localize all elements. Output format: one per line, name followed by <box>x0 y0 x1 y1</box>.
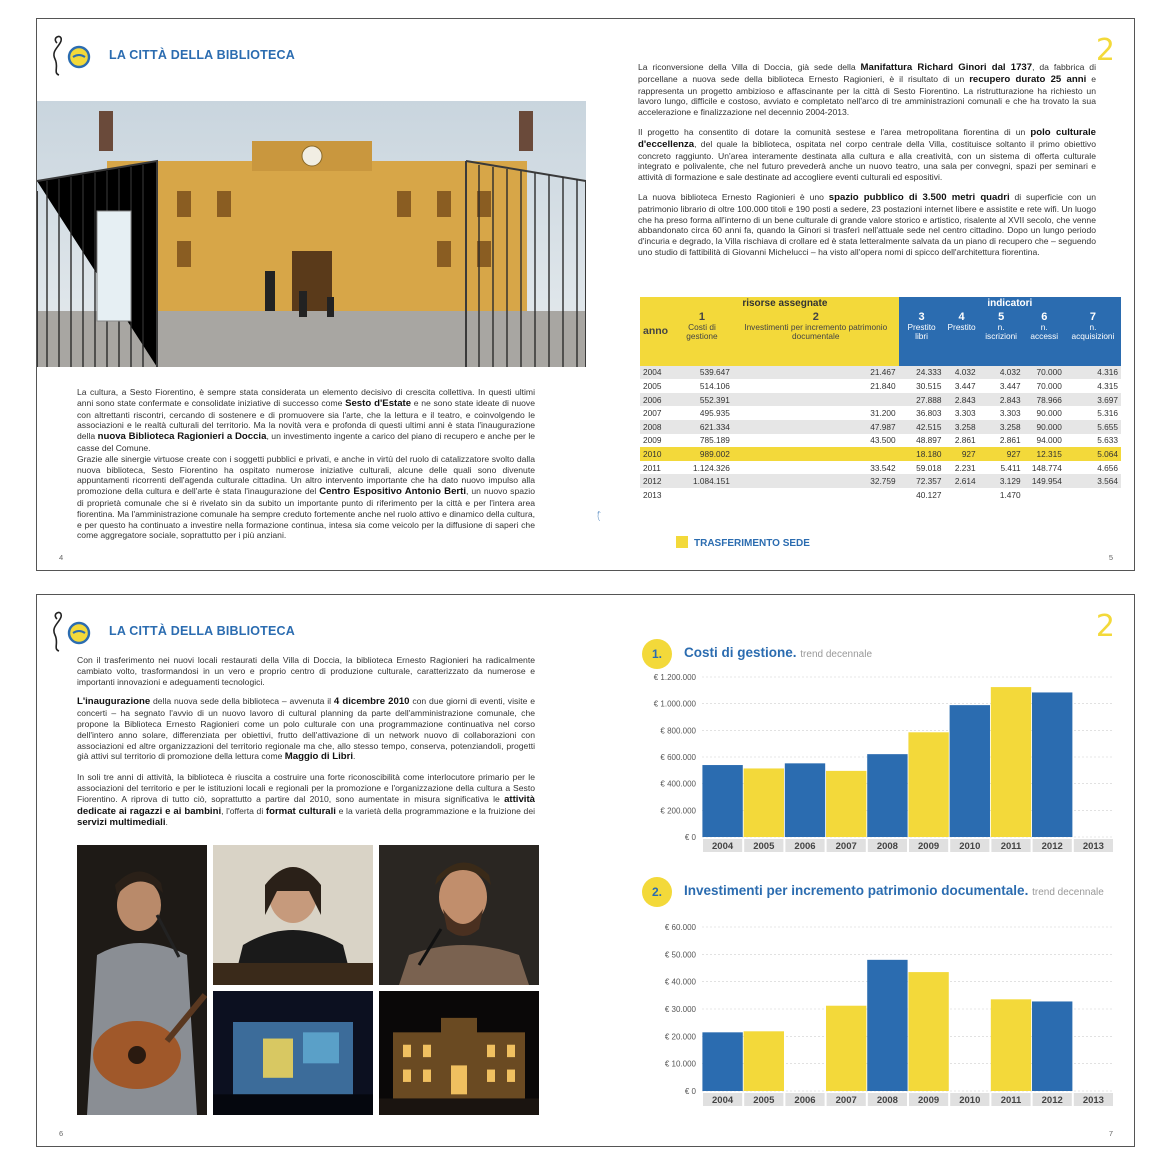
page-6-paragraph-3: In soli tre anni di attività, la biblioteca è riuscita a costruire una forte riconoscibilità come interlocutore primario per le associazioni del territorio e per le istituzioni locali e regionali per la promozione e l'organizzazione della cultura a Sesto Fiorentino. A riprova di tutto ciò, soprattutto a partire dal 2010, sono aumentate in misura significativa le attività dedicate ai ragazzi e ai bambini, l'offerta di format culturali e la varietà della programmazione e la fruizione dei servizi multimediali. <box>77 772 536 829</box>
resources-group-header: risorse assegnate <box>671 297 899 311</box>
table-cell: 2007 <box>640 406 671 420</box>
table-cell: 2.843 <box>945 393 979 407</box>
page-header <box>49 33 295 77</box>
column-number: 3 <box>918 310 925 323</box>
table-cell: 3.258 <box>979 420 1024 434</box>
table-cell: 621.334 <box>671 420 733 434</box>
table-cell: 12.315 <box>1024 447 1065 461</box>
y-tick-label: € 0 <box>684 833 696 842</box>
table-row <box>640 393 1121 407</box>
table-cell: 3.447 <box>979 379 1024 393</box>
table-cell: 2.614 <box>945 474 979 488</box>
table-cell: 2006 <box>640 393 671 407</box>
y-tick-label: € 60.000 <box>664 923 696 932</box>
table-cell: 90.000 <box>1024 420 1065 434</box>
table-cell: 2009 <box>640 434 671 448</box>
chart-1-title <box>684 645 872 660</box>
column-label: Prestito <box>947 321 976 332</box>
table-cell: 31.200 <box>733 406 899 420</box>
year-header: anno <box>640 297 671 366</box>
page-number: 4 <box>59 553 64 562</box>
y-tick-label: € 0 <box>684 1087 696 1096</box>
transfer-arrow-icon <box>596 473 636 553</box>
column-number: 1 <box>698 310 706 323</box>
x-tick-label: 2010 <box>959 841 981 852</box>
page-number: 7 <box>1108 1129 1113 1138</box>
bar <box>826 1006 866 1091</box>
table-cell: 2010 <box>640 447 671 461</box>
y-tick-label: € 50.000 <box>664 950 696 960</box>
y-tick-label: € 10.000 <box>664 1059 696 1069</box>
x-tick-label: 2011 <box>1000 1095 1022 1106</box>
table-cell <box>1065 488 1121 502</box>
table-cell: 3.303 <box>979 406 1024 420</box>
column-number: 7 <box>1089 310 1097 323</box>
x-tick-label: 2012 <box>1041 841 1063 852</box>
table-cell: 4.656 <box>1065 461 1121 475</box>
bar <box>950 705 990 837</box>
bar <box>1032 1001 1072 1091</box>
table-cell <box>671 488 733 502</box>
column-header-2 <box>733 311 899 366</box>
table-cell: 33.542 <box>733 461 899 475</box>
y-tick-label: € 20.000 <box>664 1032 696 1042</box>
table-cell: 21.467 <box>733 366 899 380</box>
table-cell: 70.000 <box>1024 366 1065 380</box>
villa-doccia-photo <box>37 101 586 367</box>
table-cell: 5.316 <box>1065 406 1121 420</box>
page-header <box>49 609 295 653</box>
x-tick-label: 2006 <box>794 1095 816 1106</box>
column-label: Costi di gestione <box>686 321 718 341</box>
y-tick-label: € 800.000 <box>660 726 696 736</box>
table-cell: 47.987 <box>733 420 899 434</box>
column-label: Investimenti per incremento patrimonio documentale <box>744 321 888 341</box>
table-cell: 27.888 <box>899 393 945 407</box>
table-cell: 2.861 <box>945 434 979 448</box>
table-cell: 2005 <box>640 379 671 393</box>
column-number: 2 <box>812 310 819 323</box>
x-tick-label: 2005 <box>753 1095 775 1106</box>
table-cell: 514.106 <box>671 379 733 393</box>
table-row <box>640 461 1121 475</box>
table-cell: 989.002 <box>671 447 733 461</box>
column-label: n. accessi <box>1030 321 1059 341</box>
column-header-row <box>640 311 1121 366</box>
x-tick-label: 2006 <box>794 841 816 852</box>
y-tick-label: € 40.000 <box>664 977 696 987</box>
table-cell: 5.411 <box>979 461 1024 475</box>
chart-2-title-text: Investimenti per incremento patrimonio documentale. <box>684 883 1029 898</box>
table-cell: 2011 <box>640 461 671 475</box>
table-cell: 36.803 <box>899 406 945 420</box>
page-4 <box>37 19 586 570</box>
table-row <box>640 434 1121 448</box>
table-cell: 785.189 <box>671 434 733 448</box>
pianist-photo <box>213 845 373 985</box>
table-cell: 40.127 <box>899 488 945 502</box>
chapter-number: 2 <box>1095 33 1115 68</box>
x-tick-label: 2009 <box>918 1095 940 1106</box>
table-cell: 927 <box>979 447 1024 461</box>
column-header-6 <box>1024 311 1065 366</box>
table-cell: 21.840 <box>733 379 899 393</box>
chart-2-badge: 2. <box>642 877 672 907</box>
bar <box>908 972 948 1091</box>
page-5-text <box>638 62 1096 267</box>
page-6-text <box>77 655 535 838</box>
y-tick-label: € 600.000 <box>660 753 696 762</box>
transfer-legend-swatch <box>676 536 688 548</box>
chart-1-subtitle: trend decennale <box>800 649 873 660</box>
table-cell: 2.861 <box>979 434 1024 448</box>
header-title: LA CITTÀ DELLA BIBLIOTECA <box>109 48 295 62</box>
villa-night-photo <box>379 991 539 1115</box>
table-cell: 149.954 <box>1024 474 1065 488</box>
x-tick-label: 2008 <box>876 841 898 852</box>
bar <box>785 763 825 837</box>
table-cell: 24.333 <box>899 366 945 380</box>
table-cell: 3.564 <box>1065 474 1121 488</box>
y-tick-label: € 1.000.000 <box>653 699 696 709</box>
table-cell: 42.515 <box>899 420 945 434</box>
table-cell: 495.935 <box>671 406 733 420</box>
chapter-number: 2 <box>1095 609 1115 644</box>
table-cell <box>733 447 899 461</box>
table-cell: 78.966 <box>1024 393 1065 407</box>
y-tick-label: € 400.000 <box>660 779 696 789</box>
x-tick-label: 2012 <box>1041 1095 1063 1106</box>
header-title: LA CITTÀ DELLA BIBLIOTECA <box>109 624 295 638</box>
guitarist-photo <box>77 845 207 1115</box>
x-tick-label: 2013 <box>1082 841 1104 852</box>
x-tick-label: 2008 <box>876 1095 898 1106</box>
table-cell: 3.258 <box>945 420 979 434</box>
page-4-text <box>77 387 535 550</box>
table-cell: 94.000 <box>1024 434 1065 448</box>
table-cell: 90.000 <box>1024 406 1065 420</box>
page-6 <box>37 595 586 1146</box>
table-cell: 4.032 <box>945 366 979 380</box>
table-row <box>640 406 1121 420</box>
table-row <box>640 379 1121 393</box>
chart-2-title <box>684 883 1104 898</box>
bar <box>908 732 948 837</box>
bar <box>702 1032 742 1091</box>
x-tick-label: 2007 <box>835 1095 857 1106</box>
x-tick-label: 2004 <box>712 1095 734 1106</box>
y-tick-label: € 200.000 <box>660 806 696 816</box>
projection-facade-photo <box>213 991 373 1115</box>
table-cell: 48.897 <box>899 434 945 448</box>
bar <box>744 1031 784 1091</box>
x-tick-label: 2011 <box>1000 841 1022 852</box>
table-cell: 1.084.151 <box>671 474 733 488</box>
chart-1-title-text: Costi di gestione. <box>684 645 797 660</box>
bar <box>867 754 907 837</box>
bar <box>744 768 784 837</box>
table-cell: 3.303 <box>945 406 979 420</box>
table-cell: 5.633 <box>1065 434 1121 448</box>
y-tick-label: € 1.200.000 <box>653 673 696 682</box>
y-tick-label: € 30.000 <box>664 1005 696 1014</box>
bar <box>1032 692 1072 837</box>
page-5-paragraph-3: La nuova biblioteca Ernesto Ragionieri è uno spazio pubblico di 3.500 metri quadri di superficie con un patrimonio librario di oltre 100.000 titoli e 190 posti a sedere, 23 postazioni internet libere e assistite e rete wifi. Un luogo che ha preso forma all'interno di un bene culturale di grande valore storico e artistico, risalente al XVII secolo, che venne abbandonato circa 60 anni fa, quando la Ginori si trasferì nell'attuale sede nel centro cittadino. Dopo un lungo periodo d'incuria e degrado, la Villa rischiava di crollare ed è stata letteralmente salvata da un piano di recupero che – seguendo uno studio di fattibilità di Giovanni Michelucci – ha visto all'opera nomi di spicco dell'architettura fiorentina. <box>638 191 1096 257</box>
page-number: 6 <box>59 1129 64 1138</box>
bar <box>702 765 742 837</box>
table-cell: 32.759 <box>733 474 899 488</box>
page-6-paragraph-1: Con il trasferimento nei nuovi locali restaurati della Villa di Doccia, la biblioteca Ernesto Ragionieri ha radicalmente cambiato volto, trasformandosi in un vero e proprio centro di produzione culturale, caratterizzato da numerose e importanti innovazioni e adeguamenti tecnologici. <box>77 655 535 687</box>
table-cell: 2012 <box>640 474 671 488</box>
bar <box>867 960 907 1091</box>
table-cell: 4.032 <box>979 366 1024 380</box>
column-header-7 <box>1065 311 1121 366</box>
column-header-4 <box>945 311 979 366</box>
table-row <box>640 447 1121 461</box>
table-cell: 552.391 <box>671 393 733 407</box>
spread-pages-4-5 <box>36 18 1135 571</box>
costi-gestione-chart <box>642 671 1122 857</box>
table-cell: 3.129 <box>979 474 1024 488</box>
bar <box>991 687 1031 837</box>
spread-pages-6-7 <box>36 594 1135 1147</box>
speaker-microphone-photo <box>379 845 539 985</box>
table-cell: 5.655 <box>1065 420 1121 434</box>
table-cell: 2.231 <box>945 461 979 475</box>
table-cell <box>1024 488 1065 502</box>
column-header-3 <box>899 311 945 366</box>
x-tick-label: 2009 <box>918 841 940 852</box>
page-5-paragraph-2: Il progetto ha consentito di dotare la comunità sestese e l'area metropolitana fiorentina di un polo culturale d'eccellenza, del quale la biblioteca, ospitata nel corpo centrale della Villa, costituisce soltanto il primo obiettivo concreto raggiunto. Un'area interamente destinata alla cultura e alla creatività, con un sistema di offerta culturale integrato e polivalente, che nel futuro prevederà anche un nuovo teatro, una sala per convegni, spazi per seminari e attività di formazione e sale destinate ad accogliere eventi culturali ed espositivi. <box>638 126 1096 183</box>
table-cell: 1.124.326 <box>671 461 733 475</box>
x-tick-label: 2010 <box>959 1095 981 1106</box>
page-number: 5 <box>1108 553 1113 562</box>
x-tick-label: 2004 <box>712 841 734 852</box>
page-5-paragraph-1: La riconversione della Villa di Doccia, già sede della Manifattura Richard Ginori dal 1737, da fabbrica di porcellane a nuova sede della biblioteca Ernesto Ragionieri, è il risultato di un recupero durato 25 anni e rappresenta un progetto ambizioso e affascinante per la città di Sesto Fiorentino. La ristrutturazione ha richiesto un lavoro lungo, difficile e costoso, avviato e completato nell'arco di tre amministrazioni comunali e che ha trovato la sua accelerazione e finalizzazione nel decennio 2004-2013. <box>638 62 1096 118</box>
table-cell: 927 <box>945 447 979 461</box>
table-cell: 2008 <box>640 420 671 434</box>
table-cell: 4.316 <box>1065 366 1121 380</box>
transfer-label: TRASFERIMENTO SEDE <box>694 538 810 549</box>
page-5 <box>586 19 1135 570</box>
table-cell: 18.180 <box>899 447 945 461</box>
column-number: 5 <box>998 310 1005 323</box>
table-cell: 70.000 <box>1024 379 1065 393</box>
table-cell: 1.470 <box>979 488 1024 502</box>
table-cell: 539.647 <box>671 366 733 380</box>
x-tick-label: 2007 <box>835 841 857 852</box>
page-7 <box>586 595 1135 1146</box>
chart-2-subtitle: trend decennale <box>1032 887 1104 898</box>
page-6-paragraph-2: L'inaugurazione della nuova sede della biblioteca – avvenuta il 4 dicembre 2010 con due giorni di eventi, visite e concerti – ha segnato l'avvio di un nuovo lavoro di cultural planning da parte dell'amministrazione comunale, che propone la Biblioteca Ernesto Ragionieri come un polo culturale con una programmazione continuativa nel corso dell'intero anno solare, differenziata per obiettivi, frutto dell'attivazione di un network nuovo di collaborazioni con associazioni ed altre organizzazioni del territorio regionale ma che, allo stesso tempo, conserva, potenziandoli, progetti già attivi sul territorio di promozione della lettura come Maggio di Libri. <box>77 696 536 763</box>
table-body <box>640 366 1121 502</box>
table-cell <box>945 488 979 502</box>
table-cell: 5.064 <box>1065 447 1121 461</box>
table-cell: 2004 <box>640 366 671 380</box>
table-cell: 148.774 <box>1024 461 1065 475</box>
column-header-1 <box>671 311 733 366</box>
indicators-group-header: indicatori <box>899 297 1121 311</box>
table-cell: 43.500 <box>733 434 899 448</box>
table-cell: 72.357 <box>899 474 945 488</box>
bar <box>826 771 866 837</box>
column-number: 4 <box>958 310 965 323</box>
table-row <box>640 420 1121 434</box>
column-label: Prestito libri <box>907 321 936 341</box>
table-row <box>640 488 1121 502</box>
column-number: 6 <box>1041 310 1048 323</box>
x-tick-label: 2005 <box>753 841 775 852</box>
library-logo-icon <box>49 33 95 77</box>
table-cell: 2013 <box>640 488 671 502</box>
column-header-5 <box>979 311 1024 366</box>
table-row <box>640 366 1121 380</box>
table-cell <box>733 393 899 407</box>
table-row <box>640 474 1121 488</box>
page-4-paragraph: La cultura, a Sesto Fiorentino, è sempre stata considerata un elemento decisivo di crescita collettiva. In questi ultimi anni sono state confermate e consolidate iniziative di successo come Sesto d'Estate e ne sono state ideate di nuove con altrettanti riscontri, cercando di sostenere e di promuovere sia l'arte, che la lettura e il teatro, e coinvolgendo le associazioni e le realtà culturali del territorio. Ma la novità vera e profonda di questi ultimi anni è stata l'inaugurazione della nuova Biblioteca Ragionieri a Doccia, un investimento ingente a carico del piano di recupero e anche per le casse del Comune. Grazie alle sinergie virtuose create con i soggetti pubblici e privati, e anche in virtù del ruolo di catalizzatore svolto dalla nuova biblioteca, Sesto Fiorentino ha ospitato numerose iniziative culturali, alcune delle quali sono divenute appuntamenti ricorrenti dell'agenda culturale cittadina. Un altro intervento importante che ha dato nuovo impulso alla promozione della cultura e dell'arte è stata l'inaugurazione del Centro Espositivo Antonio Berti, un nuovo spazio di proprietà comunale che si è rivelato sin da subito un importante punto di riferimento per la città e per l'intera area fiorentina. Ma l'amministrazione comunale ha sempre creduto fortemente anche nel ruolo attivo e dinamico della cultura, e per questo ha continuato a investire nella formazione continua, intesa sia come veicolo per la diffusione di saperi che come aggregatore sociale, soprattutto per i più anziani. <box>77 387 536 541</box>
resources-indicators-table <box>640 297 1121 502</box>
investimenti-chart <box>642 921 1122 1111</box>
table-cell: 3.447 <box>945 379 979 393</box>
chart-1-badge: 1. <box>642 639 672 669</box>
table-cell: 4.315 <box>1065 379 1121 393</box>
library-logo-icon <box>49 609 95 653</box>
table-cell: 2.843 <box>979 393 1024 407</box>
table-cell: 3.697 <box>1065 393 1121 407</box>
x-tick-label: 2013 <box>1082 1095 1104 1106</box>
column-label: n. acquisizioni <box>1071 321 1115 341</box>
bar <box>991 999 1031 1091</box>
table-cell: 59.018 <box>899 461 945 475</box>
table-cell: 30.515 <box>899 379 945 393</box>
column-label: n. iscrizioni <box>985 321 1018 341</box>
table-cell <box>733 488 899 502</box>
